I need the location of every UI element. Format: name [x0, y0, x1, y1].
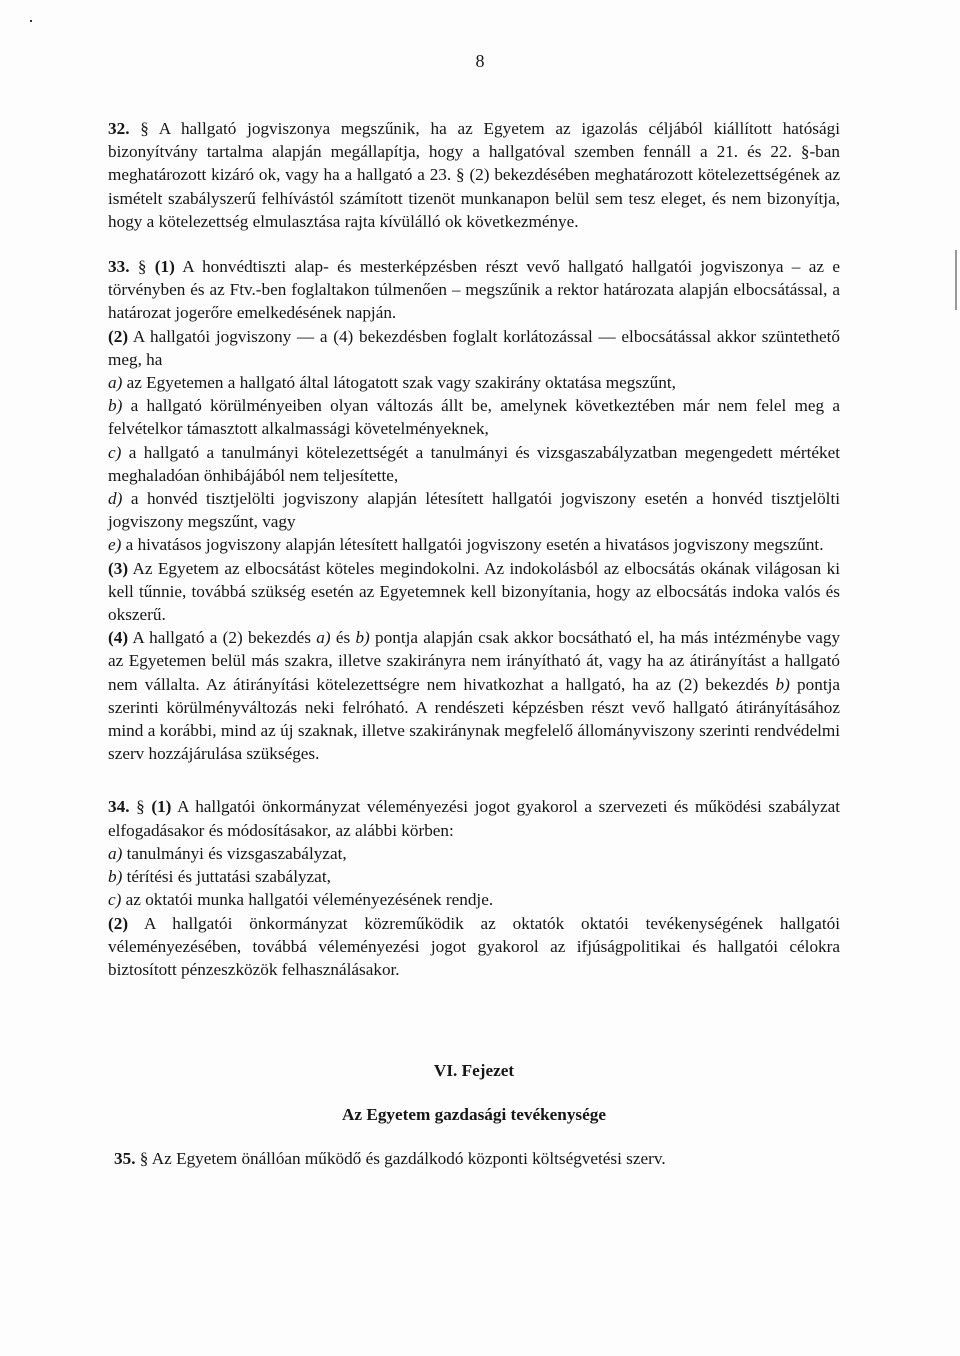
list-item	[108, 888, 840, 911]
scan-mark	[30, 20, 32, 22]
chapter-number: VI. Fejezet	[433, 1061, 515, 1081]
section-number: 35.	[114, 1148, 136, 1168]
list-item	[108, 394, 840, 440]
item-letter: e)	[108, 535, 122, 555]
item-letter: c)	[108, 442, 122, 462]
item-letter: c)	[108, 890, 122, 910]
section-text: A hallgató jogviszonya megszűnik, ha az Egyetem az igazolás céljából kiállított hatósági bizonyítvány tartalma alapján megállapítja, hogy a hallgatóval szemben fennáll a 21. és 22. §-ban meghatározott kizáró ok, vagy ha a hallgató a 23. § (2) bekezdésében meghatározott kötelezettségének az ismételt szabályszerű felhívástól számított tizenöt munkanapon belül sem tesz eleget, és nem bizonyítja, hogy a kötelezettség elmulasztása rajta kívülálló ok következménye.	[108, 119, 840, 231]
list-item	[108, 487, 840, 533]
section-number: 34.	[108, 797, 130, 817]
item-letter: a)	[108, 373, 123, 393]
paragraph-label: (1)	[154, 257, 175, 277]
section-34-paragraph-1	[108, 795, 840, 841]
point-ref: a)	[316, 628, 331, 648]
section-33-paragraph-2	[108, 325, 840, 371]
point-ref: b)	[355, 628, 370, 648]
paragraph-text: Az Egyetem az elbocsátást köteles megindokolni. Az indokolásból az elbocsátás okának világosan ki kell tűnnie, továbbá szükség esetén az Egyetemnek kell bizonyítania, hogy az elbocsátás indoka valós és okszerű.	[108, 558, 840, 625]
paragraph-label: (3)	[108, 558, 129, 578]
paragraph-text: A hallgatói jogviszony — a (4) bekezdésben foglalt korlátozással — elbocsátással akkor szüntethető meg, ha	[108, 326, 840, 369]
list-item	[108, 842, 840, 865]
paragraph-text: A hallgató a (2) bekezdés	[132, 628, 311, 648]
item-text: a honvéd tisztjelölti jogviszony alapján létesített hallgatói jogviszony esetén a honvéd tisztjelölti jogviszony megszűnt, vagy	[108, 489, 840, 532]
list-item	[108, 865, 840, 888]
section-33-paragraph-1	[108, 255, 840, 325]
list-item	[108, 371, 840, 394]
paragraph-text: A honvédtiszti alap- és mesterképzésben részt vevő hallgató hallgatói jogviszonya – az e törvényben és az Ftv.-ben foglaltakon túlmenően – megszűnik a rektor határozata alapján elbocsátással, a határozat jogerőre emelkedésének napján.	[108, 257, 841, 323]
section-33-paragraph-4	[108, 626, 840, 765]
section-symbol: §	[139, 1148, 149, 1168]
paragraph-text: pontja szerinti körülményváltozás neki felróható. A rendészeti képzésben részt vevő hallgató átirányításához mind a korábbi, mind az új szaknak, illetve szakiránynak megfelelő állományviszony szerinti rendvédelmi szerv hozzájárulása szükséges.	[108, 674, 840, 764]
document-body	[108, 117, 840, 1170]
item-text: a hallgató a tanulmányi kötelezettségét a tanulmányi és vizsgaszabályzatban megengedett mértéket meghaladóan önhibájából nem teljesítette,	[108, 442, 840, 485]
item-text: az Egyetemen a hallgató által látogatott szak vagy szakirány oktatása megszűnt,	[126, 373, 676, 393]
paragraph-label: (4)	[108, 628, 129, 648]
item-text: térítési és juttatási szabályzat,	[126, 867, 331, 887]
list-item	[108, 441, 840, 487]
paragraph-label: (1)	[151, 797, 172, 817]
page-number: 8	[475, 51, 485, 71]
scan-mark	[955, 250, 957, 310]
paragraph-label: (2)	[108, 913, 129, 933]
section-number: 32.	[108, 119, 130, 138]
section-text: Az Egyetem önállóan működő és gazdálkodó központi költségvetési szerv.	[151, 1148, 666, 1168]
section-number: 33.	[108, 257, 130, 277]
chapter-title: Az Egyetem gazdasági tevékenysége	[342, 1105, 606, 1125]
item-letter: a)	[108, 843, 123, 863]
paragraph-text: és	[335, 628, 351, 648]
section-symbol: §	[136, 797, 145, 817]
item-text: az oktatói munka hallgatói véleményezésének rendje.	[125, 890, 494, 910]
item-text: a hivatásos jogviszony alapján létesített hallgatói jogviszony esetén a hivatásos jogviszony megszűnt.	[125, 535, 824, 555]
section-35	[108, 1147, 840, 1170]
point-ref: b)	[775, 674, 790, 694]
section-33-paragraph-3	[108, 557, 840, 627]
item-letter: d)	[108, 489, 123, 509]
item-text: a hallgató körülményeiben olyan változás állt be, amelynek következtében már nem felel meg a felvételkor támasztott alkalmassági követelményeknek,	[108, 396, 841, 439]
item-letter: b)	[108, 396, 123, 416]
item-text: tanulmányi és vizsgaszabályzat,	[126, 843, 347, 863]
section-symbol: §	[140, 119, 149, 138]
section-symbol: §	[137, 257, 147, 277]
list-item	[108, 533, 840, 556]
section-34-paragraph-2	[108, 912, 840, 982]
paragraph-text: pontja alapján csak akkor bocsátható el, ha más intézménybe vagy az Egyetemen belül más szakra, illetve szakirányra nem irányítható át, vagy ha az átirányítást a hallgató nem vállalta. Az átirányítási kötelezettségre nem hivatkozhat a hallgató, ha az (2) bekezdés	[108, 628, 841, 694]
paragraph-label: (2)	[108, 326, 129, 346]
paragraph-text: A hallgatói önkormányzat közreműködik az oktatók oktatói tevékenységének hallgatói véleményezésében, továbbá véleményezési jogot gyakorol az ifjúságpolitikai és hallgatói célokra biztosított pénzeszközök felhasználásakor.	[108, 913, 840, 979]
paragraph-text: A hallgatói önkormányzat véleményezési jogot gyakorol a szervezeti és működési szabályzat elfogadásakor és módosításakor, az alábbi körben:	[108, 797, 840, 840]
item-letter: b)	[108, 867, 123, 887]
section-32	[108, 117, 840, 233]
